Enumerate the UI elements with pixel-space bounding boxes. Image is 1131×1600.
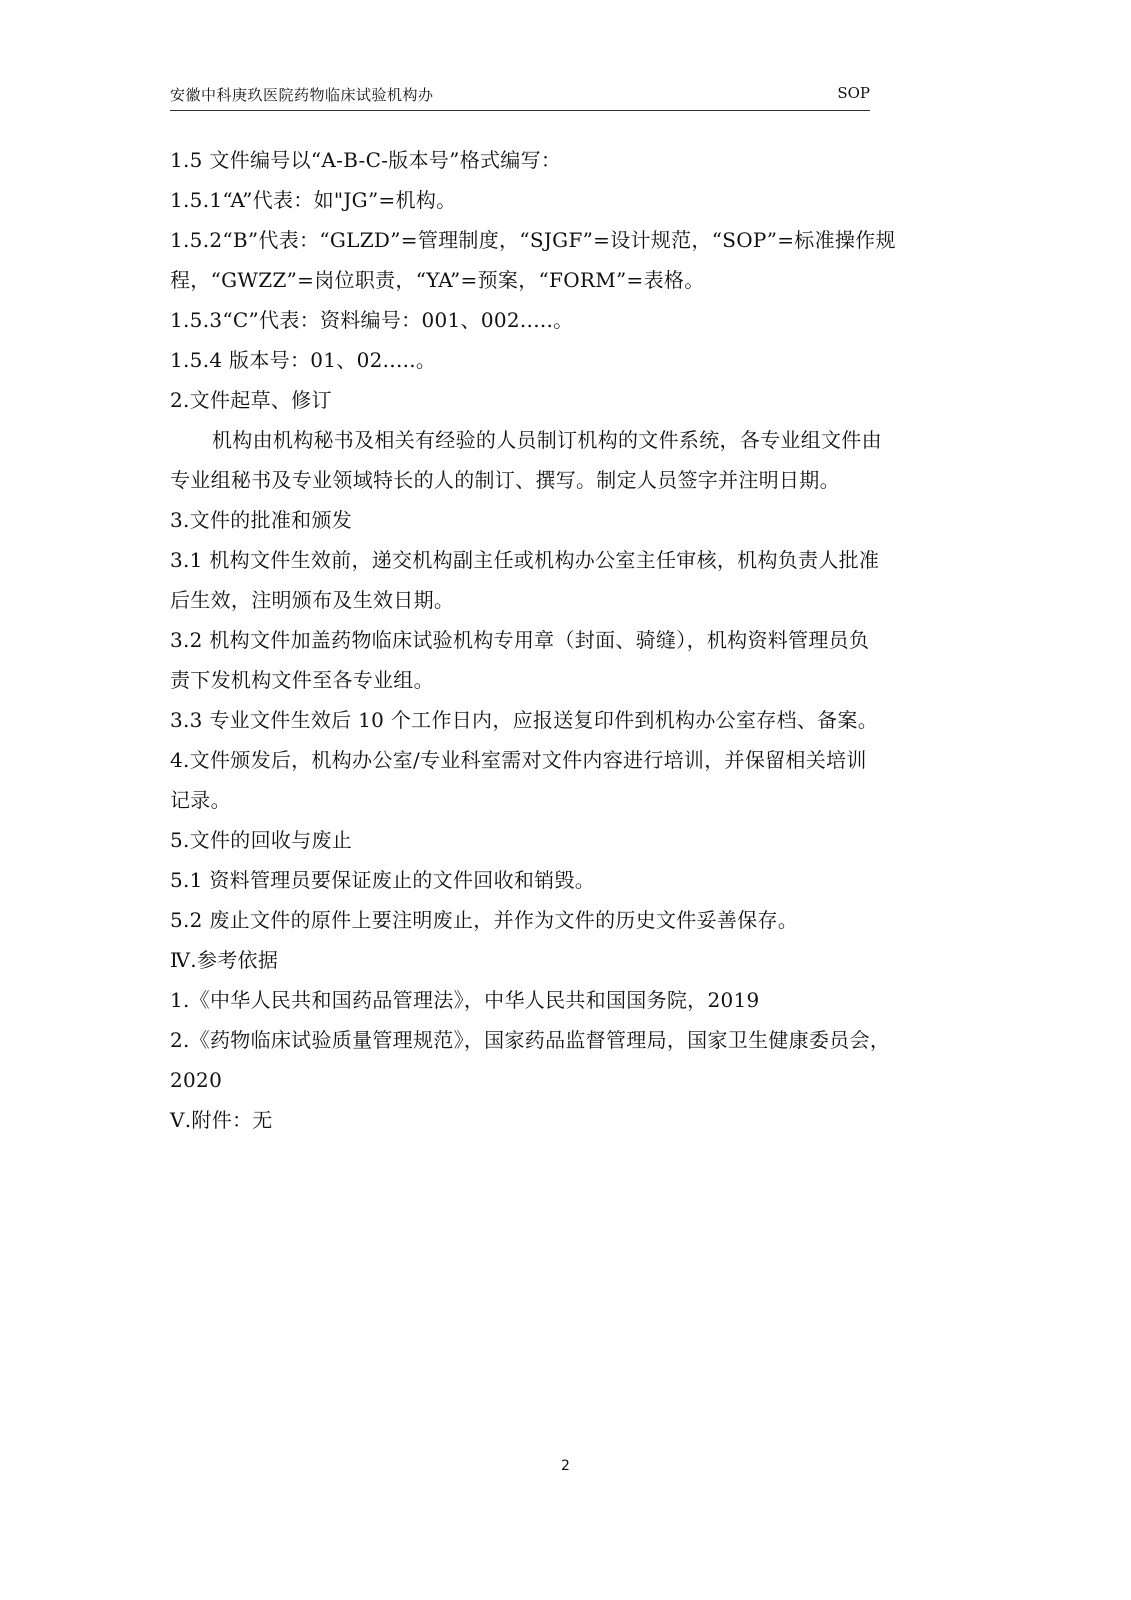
section-3-1-cont: 后生效，注明颁布及生效日期。 [170, 588, 455, 612]
page-number: 2 [561, 1458, 570, 1474]
section-3-2-cont: 责下发机构文件至各专业组。 [170, 668, 434, 692]
section-3-2: 3.2 机构文件加盖药物临床试验机构专用章（封面、骑缝），机构资料管理员负 [170, 628, 870, 652]
reference-2: 2.《药物临床试验质量管理规范》，国家药品监督管理局，国家卫生健康委员会， [170, 1028, 891, 1052]
page-header [170, 80, 870, 111]
document-body [170, 140, 960, 1140]
section-1-5-2-cont: 程，“GWZZ”=岗位职责，“YA”=预案，“FORM”=表格。 [170, 268, 705, 292]
section-4-cont: 记录。 [170, 788, 231, 812]
reference-1: 1.《中华人民共和国药品管理法》，中华人民共和国国务院，2019 [170, 988, 760, 1012]
header-organization: 安徽中科庚玖医院药物临床试验机构办 [170, 86, 434, 104]
section-1-5-2: 1.5.2“B”代表：“GLZD”=管理制度，“SJGF”=设计规范，“SOP”=标准操作规 [170, 228, 896, 252]
heading-2: 2.文件起草、修订 [170, 388, 332, 412]
section-4: 4.文件颁发后，机构办公室/专业科室需对文件内容进行培训，并保留相关培训 [170, 748, 867, 772]
heading-references: Ⅳ.参考依据 [170, 948, 279, 972]
section-5-1: 5.1 资料管理员要保证废止的文件回收和销毁。 [170, 868, 596, 892]
section-1-5-3: 1.5.3“C”代表：资料编号：001、002.....。 [170, 308, 574, 332]
heading-3: 3.文件的批准和颁发 [170, 508, 353, 532]
section-3-1: 3.1 机构文件生效前，递交机构副主任或机构办公室主任审核，机构负责人批准 [170, 548, 880, 572]
heading-attachments: Ⅴ.附件：无 [170, 1108, 273, 1132]
paragraph-2-cont: 专业组秘书及专业领域特长的人的制订、撰写。制定人员签字并注明日期。 [170, 468, 840, 492]
heading-5: 5.文件的回收与废止 [170, 828, 353, 852]
section-5-2: 5.2 废止文件的原件上要注明废止，并作为文件的历史文件妥善保存。 [170, 908, 799, 932]
section-3-3: 3.3 专业文件生效后 10 个工作日内，应报送复印件到机构办公室存档、备案。 [170, 708, 879, 732]
header-doc-type: SOP [837, 84, 870, 102]
section-1-5: 1.5 文件编号以“A-B-C-版本号”格式编写： [170, 148, 562, 172]
section-1-5-1: 1.5.1“A”代表：如"JG”=机构。 [170, 188, 457, 212]
section-1-5-4: 1.5.4 版本号：01、02.....。 [170, 348, 437, 372]
reference-2-cont: 2020 [170, 1068, 223, 1092]
paragraph-2: 机构由机构秘书及相关有经验的人员制订机构的文件系统，各专业组文件由 [212, 428, 882, 452]
